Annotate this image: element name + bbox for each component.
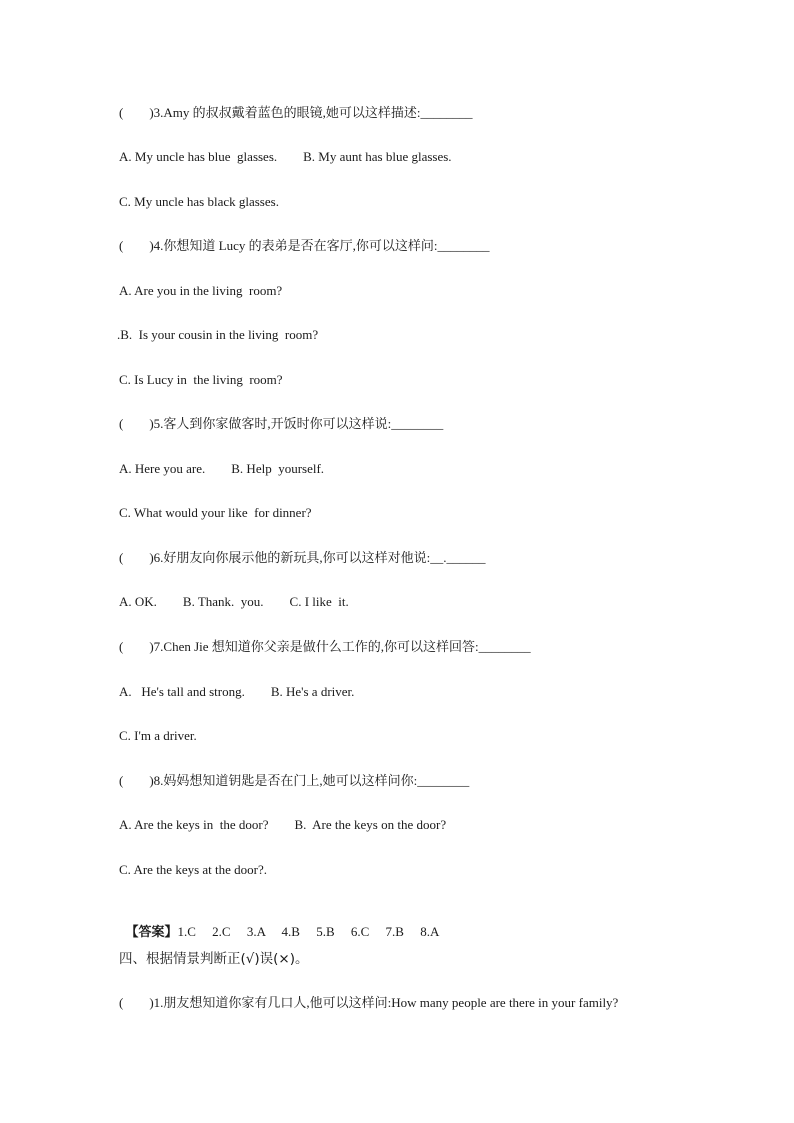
line-q4: ( )4.你想知道 Lucy 的表弟是否在客厅,你可以这样问:________ xyxy=(119,238,490,253)
answer-line xyxy=(119,905,754,942)
line-q3-option-c: C. My uncle has black glasses. xyxy=(119,194,279,209)
line-q8: ( )8.妈妈想知道钥匙是否在门上,她可以这样问你:________ xyxy=(119,773,470,788)
line-s4-q1: ( )1.朋友想知道你家有几口人,他可以这样问:How many people are there in your family? xyxy=(119,995,619,1010)
line-q5-options-ab: A. Here you are. B. Help yourself. xyxy=(119,461,325,476)
line-q7: ( )7.Chen Jie 想知道你父亲是做什么工作的,你可以这样回答:________ xyxy=(119,639,531,654)
line-q3: ( )3.Amy 的叔叔戴着蓝色的眼镜,她可以这样描述:________ xyxy=(119,105,473,120)
answer-label: 【答案】 xyxy=(125,925,178,940)
line-q4-option-b: .B. Is your cousin in the living room? xyxy=(117,327,319,342)
line-q5-option-c: C. What would your like for dinner? xyxy=(119,505,312,520)
answer-text: 1.C 2.C 3.A 4.B 5.B 6.C 7.B 8.A xyxy=(177,924,440,939)
line-q8-options-ab: A. Are the keys in the door? B. Are the keys on the door? xyxy=(119,817,447,832)
line-q8-option-c: C. Are the keys at the door?. xyxy=(119,862,268,877)
line-q3-options-ab: A. My uncle has blue glasses. B. My aunt has blue glasses. xyxy=(119,149,452,164)
line-q4-option-c: C. Is Lucy in the living room? xyxy=(119,372,283,387)
line-q6-options: A. OK. B. Thank. you. C. I like it. xyxy=(119,594,349,609)
section-heading: 四、根据情景判断正(√)误(×)。 xyxy=(119,951,309,967)
line-q6: ( )6.好朋友向你展示他的新玩具,你可以这样对他说:__.______ xyxy=(119,550,486,565)
line-q5: ( )5.客人到你家做客时,开饭时你可以这样说:________ xyxy=(119,416,444,431)
line-q4-option-a: A. Are you in the living room? xyxy=(119,283,283,298)
line-q7-option-c: C. I'm a driver. xyxy=(119,728,197,743)
line-q7-options-ab: A. He's tall and strong. B. He's a driver. xyxy=(119,684,355,699)
